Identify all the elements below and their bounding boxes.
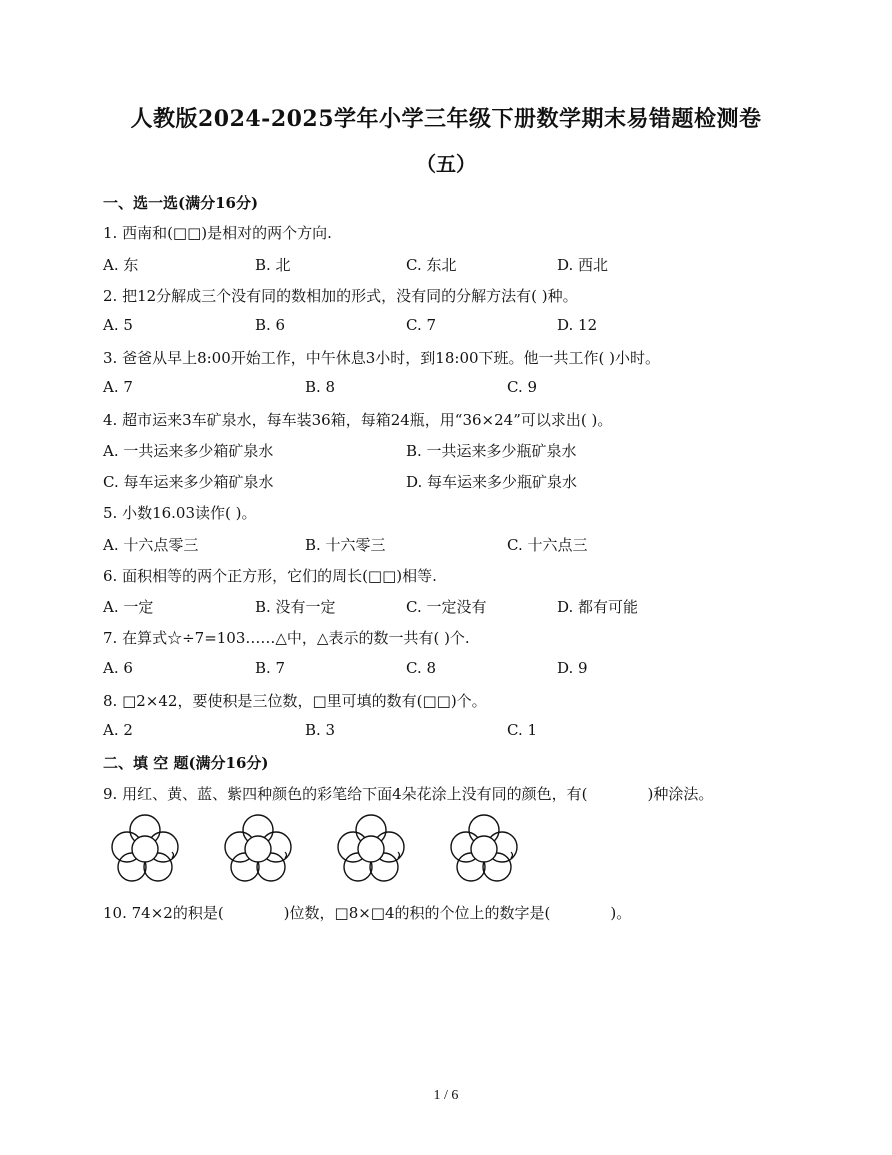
section-heading-2: 二、填 空 题(满分16分) <box>103 754 269 772</box>
option: B. 6 <box>255 316 286 334</box>
option: A. 东 <box>103 256 139 274</box>
page-number: 1 / 6 <box>433 1088 459 1103</box>
page-subtitle: （五） <box>416 152 476 176</box>
option: A. 一共运来多少箱矿泉水 <box>103 442 274 460</box>
option: B. 8 <box>305 378 336 396</box>
option: A. 十六点零三 <box>103 536 199 554</box>
question-5: 5. 小数16.03读作( )。 <box>103 504 257 522</box>
option: D. 都有可能 <box>557 598 639 616</box>
option: B. 7 <box>255 659 286 677</box>
question-2: 2. 把12分解成三个没有同的数相加的形式，没有同的分解方法有( )种。 <box>103 287 578 305</box>
flower-icon <box>110 812 180 886</box>
option: D. 12 <box>557 316 598 334</box>
option: A. 7 <box>103 378 133 396</box>
question-1: 1. 西南和(□□)是相对的两个方向. <box>103 224 332 242</box>
option: D. 每车运来多少瓶矿泉水 <box>406 473 578 491</box>
option: A. 6 <box>103 659 133 677</box>
flower-icon <box>223 812 293 886</box>
flower-icon <box>336 812 406 886</box>
page-title: 人教版2024-2025学年小学三年级下册数学期末易错题检测卷 <box>130 106 762 132</box>
option: C. 1 <box>507 721 538 739</box>
option: C. 一定没有 <box>406 598 487 616</box>
option: B. 十六零三 <box>305 536 386 554</box>
option: B. 一共运来多少瓶矿泉水 <box>406 442 577 460</box>
option: D. 西北 <box>557 256 609 274</box>
flower-illustrations <box>110 812 530 892</box>
section-heading-1: 一、选一选(满分16分) <box>103 194 259 212</box>
option: C. 十六点三 <box>507 536 588 554</box>
option: A. 2 <box>103 721 133 739</box>
question-6: 6. 面积相等的两个正方形，它们的周长(□□)相等. <box>103 567 437 585</box>
question-3: 3. 爸爸从早上8:00开始工作，中午休息3小时，到18:00下班。他一共工作( )小时。 <box>103 349 661 367</box>
option: C. 每车运来多少箱矿泉水 <box>103 473 274 491</box>
question-10: 10. 74×2的积是( )位数，□8×□4的积的个位上的数字是( )。 <box>103 904 632 922</box>
option: C. 9 <box>507 378 538 396</box>
option: A. 5 <box>103 316 133 334</box>
option: B. 3 <box>305 721 336 739</box>
option: C. 东北 <box>406 256 457 274</box>
question-9: 9. 用红、黄、蓝、紫四种颜色的彩笔给下面4朵花涂上没有同的颜色，有( )种涂法。 <box>103 785 714 803</box>
option: A. 一定 <box>103 598 154 616</box>
question-8: 8. □2×42，要使积是三位数，□里可填的数有(□□)个。 <box>103 692 487 710</box>
question-4: 4. 超市运来3车矿泉水，每车装36箱，每箱24瓶，用“36×24”可以求出( )。 <box>103 411 613 429</box>
option: C. 7 <box>406 316 437 334</box>
flower-icon <box>449 812 519 886</box>
question-7: 7. 在算式☆÷7=103……△中，△表示的数一共有( )个. <box>103 629 470 647</box>
option: D. 9 <box>557 659 588 677</box>
option: C. 8 <box>406 659 437 677</box>
option: B. 北 <box>255 256 291 274</box>
option: B. 没有一定 <box>255 598 336 616</box>
